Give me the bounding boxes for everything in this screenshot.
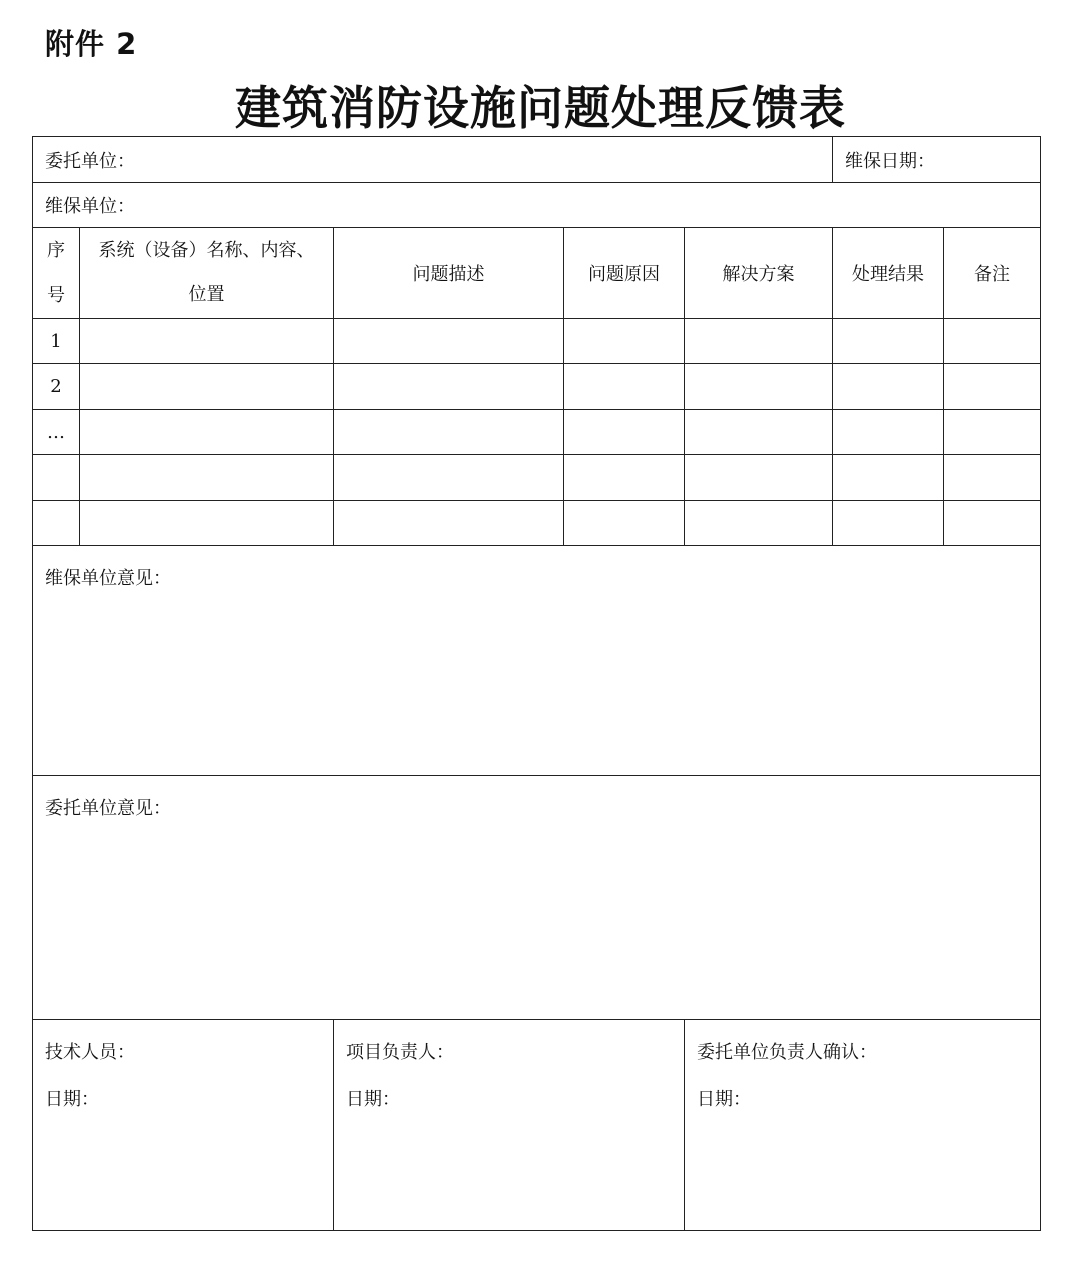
- maintenance-unit-row: [33, 183, 1041, 228]
- solution-cell[interactable]: [685, 319, 833, 364]
- solution-cell[interactable]: [685, 410, 833, 455]
- system-cell[interactable]: [80, 455, 334, 501]
- column-header-row: [33, 228, 1041, 319]
- feedback-form: [32, 136, 1040, 1232]
- client-lead-date-label: 日期：: [697, 1089, 751, 1110]
- remarks-header: 备注: [944, 228, 1041, 319]
- row-number: 2: [33, 364, 80, 410]
- maintenance-date-cell[interactable]: [833, 137, 1041, 183]
- maintenance-unit-label: 维保单位：: [45, 196, 135, 217]
- result-cell[interactable]: [833, 410, 944, 455]
- project-lead-date-label: 日期：: [346, 1089, 400, 1110]
- project-lead-sign-cell[interactable]: [334, 1020, 685, 1231]
- solution-cell[interactable]: [685, 364, 833, 410]
- problem-cause-cell[interactable]: [564, 319, 685, 364]
- result-cell[interactable]: [833, 501, 944, 546]
- result-cell[interactable]: [833, 455, 944, 501]
- problem-cause-header: 问题原因: [564, 228, 685, 319]
- problem-cause-cell[interactable]: [564, 364, 685, 410]
- solution-header: 解决方案: [685, 228, 833, 319]
- client-lead-confirm-label: 委托单位负责人确认：: [697, 1042, 877, 1063]
- problem-desc-cell[interactable]: [334, 410, 564, 455]
- result-header: 处理结果: [833, 228, 944, 319]
- page-title: 建筑消防设施问题处理反馈表: [235, 81, 846, 135]
- remarks-cell[interactable]: [944, 410, 1041, 455]
- remarks-cell[interactable]: [944, 364, 1041, 410]
- maintenance-opinion-label: 维保单位意见：: [45, 568, 171, 589]
- maintenance-opinion-cell[interactable]: [33, 546, 1041, 776]
- table-row: [33, 410, 1041, 455]
- client-opinion-row: [33, 776, 1041, 1020]
- system-cell[interactable]: [80, 501, 334, 546]
- table-row: [33, 501, 1041, 546]
- remarks-cell[interactable]: [944, 455, 1041, 501]
- solution-cell[interactable]: [685, 455, 833, 501]
- remarks-cell[interactable]: [944, 319, 1041, 364]
- solution-cell[interactable]: [685, 501, 833, 546]
- technician-sign-cell[interactable]: [33, 1020, 334, 1231]
- seq-header-line1: 序: [47, 240, 65, 261]
- feedback-table: [32, 136, 1041, 1231]
- result-cell[interactable]: [833, 364, 944, 410]
- client-opinion-label: 委托单位意见：: [45, 798, 171, 819]
- problem-desc-cell[interactable]: [334, 455, 564, 501]
- client-opinion-cell[interactable]: [33, 776, 1041, 1020]
- row-number: [33, 501, 80, 546]
- project-lead-label: 项目负责人：: [346, 1042, 454, 1063]
- maintenance-unit-cell[interactable]: [33, 183, 1041, 228]
- technician-date-label: 日期：: [45, 1089, 99, 1110]
- problem-cause-cell[interactable]: [564, 455, 685, 501]
- system-cell[interactable]: [80, 410, 334, 455]
- system-header-line2: 位置: [188, 284, 225, 305]
- problem-desc-cell[interactable]: [334, 364, 564, 410]
- problem-desc-cell[interactable]: [334, 319, 564, 364]
- system-cell[interactable]: [80, 319, 334, 364]
- client-lead-sign-cell[interactable]: [685, 1020, 1041, 1231]
- result-cell[interactable]: [833, 319, 944, 364]
- system-header: [80, 228, 334, 319]
- technician-label: 技术人员：: [45, 1042, 135, 1063]
- maintenance-date-label: 维保日期：: [845, 150, 936, 172]
- row-number: …: [33, 410, 80, 455]
- maintenance-opinion-row: [33, 546, 1041, 776]
- problem-cause-cell[interactable]: [564, 410, 685, 455]
- row-number: 1: [33, 319, 80, 364]
- attachment-label: 附件 2: [45, 27, 138, 61]
- problem-cause-cell[interactable]: [564, 501, 685, 546]
- client-unit-cell[interactable]: [33, 137, 833, 183]
- signature-row: [33, 1020, 1041, 1231]
- client-unit-label: 委托单位：: [45, 150, 135, 172]
- client-unit-row: [33, 137, 1041, 183]
- seq-header: [33, 228, 80, 319]
- problem-desc-cell[interactable]: [334, 501, 564, 546]
- table-row: [33, 319, 1041, 364]
- row-number: [33, 455, 80, 501]
- system-header-line1: 系统（设备）名称、内容、: [98, 240, 315, 261]
- seq-header-line2: 号: [47, 285, 65, 306]
- problem-desc-header: 问题描述: [334, 228, 564, 319]
- table-row: [33, 364, 1041, 410]
- table-row: [33, 455, 1041, 501]
- system-cell[interactable]: [80, 364, 334, 410]
- remarks-cell[interactable]: [944, 501, 1041, 546]
